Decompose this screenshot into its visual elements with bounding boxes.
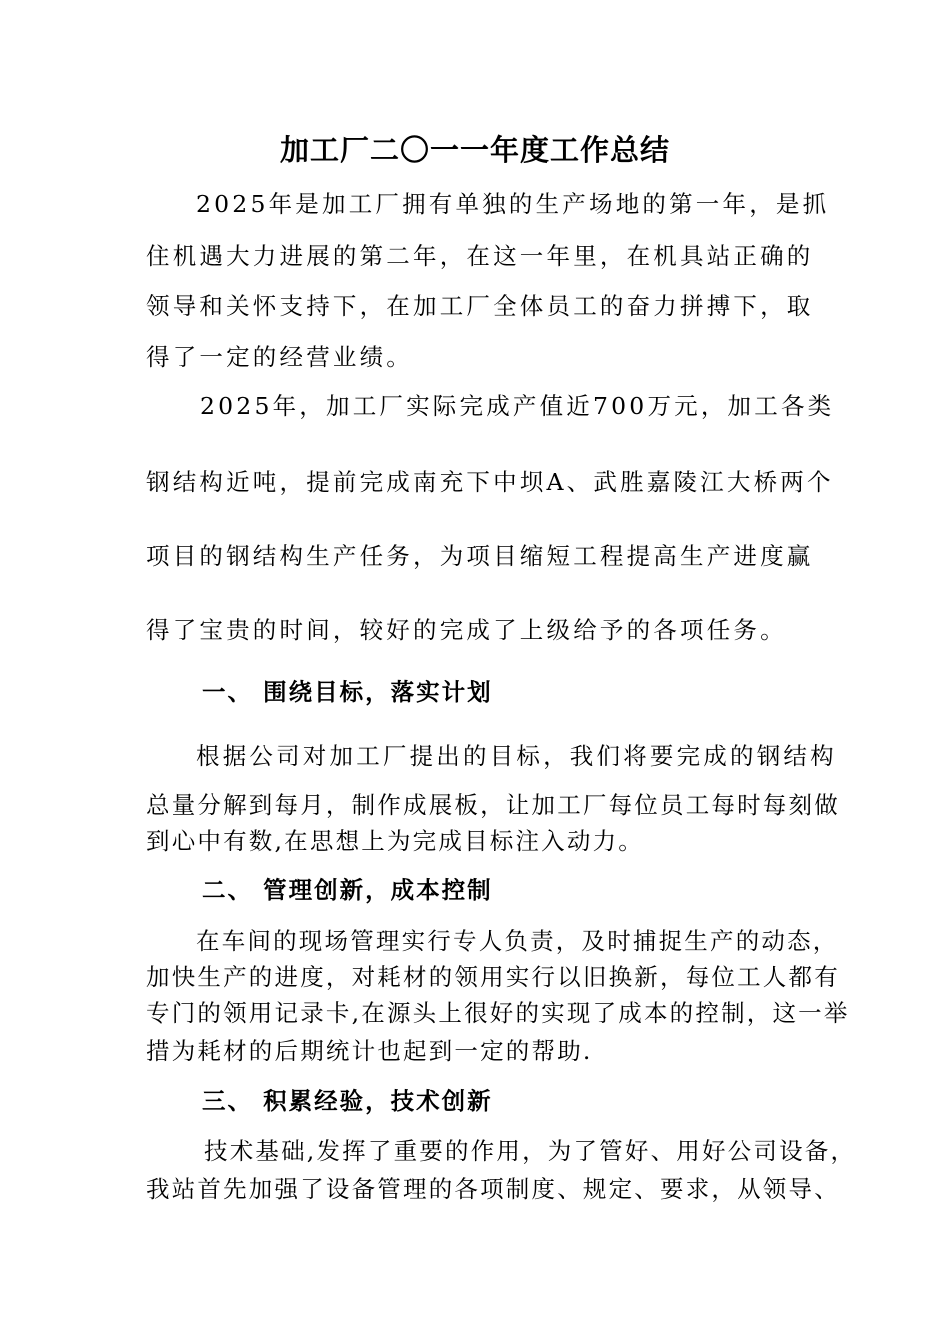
section-1-line-2: 总量分解到每月，制作成展板，让加工厂每位员工每时每刻做 [146, 791, 840, 819]
summary-line-1: 2025年，加工厂实际完成产值近700万元，加工各类 [200, 392, 835, 420]
section-2-line-2: 加快生产的进度，对耗材的领用实行以旧换新，每位工人都有 [146, 963, 840, 991]
section-3-heading: 三、 积累经验，技术创新 [202, 1087, 493, 1115]
summary-line-4: 得了宝贵的时间，较好的完成了上级给予的各项任务。 [146, 616, 787, 644]
summary-line-3: 项目的钢结构生产任务，为项目缩短工程提高生产进度赢 [146, 542, 814, 570]
intro-line-4: 得了一定的经营业绩。 [146, 343, 413, 371]
intro-line-2: 住机遇大力进展的第二年，在这一年里，在机具站正确的 [146, 242, 814, 270]
intro-line-1: 2025年是加工厂拥有单独的生产场地的第一年，是抓 [196, 190, 830, 218]
section-2-line-4: 措为耗材的后期统计也起到一定的帮助. [146, 1037, 593, 1065]
section-2-line-1: 在车间的现场管理实行专人负责，及时捕捉生产的动态， [196, 927, 839, 955]
summary-line-2: 钢结构近吨，提前完成南充下中坝A、武胜嘉陵江大桥两个 [146, 468, 834, 496]
intro-line-3: 领导和关怀支持下，在加工厂全体员工的奋力拼搏下，取 [146, 292, 814, 320]
section-1-line-3: 到心中有数,在思想上为完成目标注入动力。 [146, 827, 644, 855]
section-3-line-2: 我站首先加强了设备管理的各项制度、规定、要求，从领导、 [146, 1175, 840, 1203]
section-1-line-1: 根据公司对加工厂提出的目标，我们将要完成的钢结构 [196, 742, 837, 770]
section-2-heading: 二、 管理创新，成本控制 [202, 876, 493, 904]
document-title: 加工厂二〇一一年度工作总结 [279, 133, 670, 167]
section-2-line-3: 专门的领用记录卡,在源头上很好的实现了成本的控制，这一举 [146, 999, 850, 1027]
section-3-line-1: 技术基础,发挥了重要的作用，为了管好、用好公司设备， [204, 1137, 857, 1165]
section-1-heading: 一、 围绕目标，落实计划 [202, 678, 493, 706]
